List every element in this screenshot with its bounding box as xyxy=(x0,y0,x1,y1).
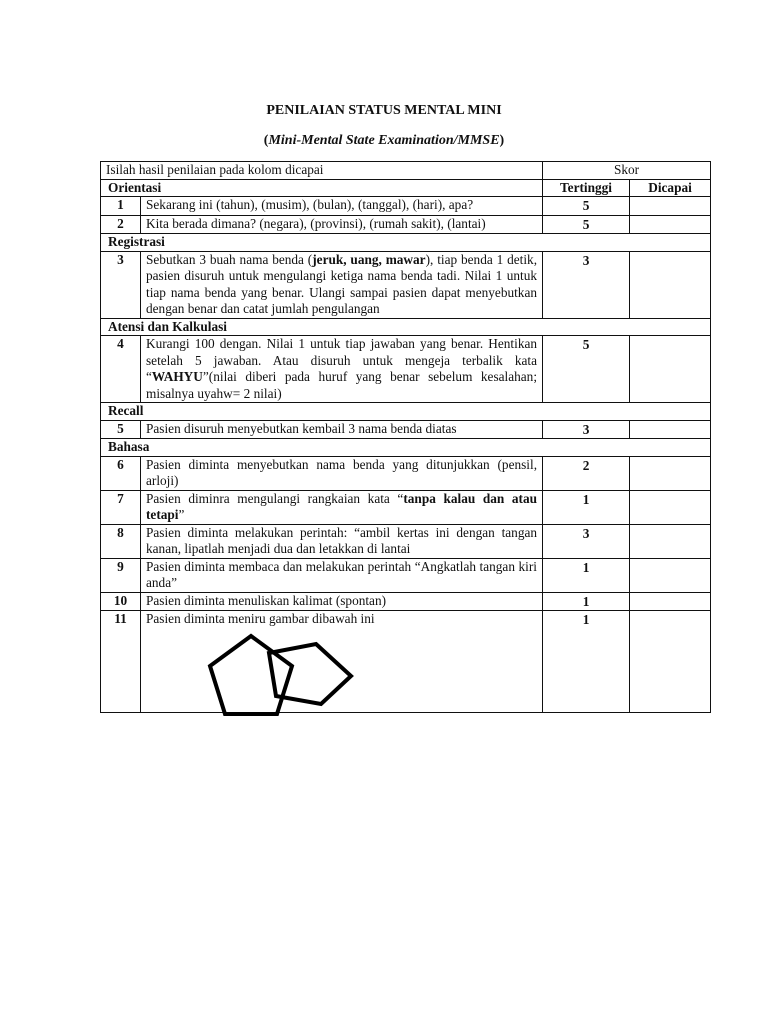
row-achieved-input[interactable] xyxy=(630,558,711,592)
row-achieved-input[interactable] xyxy=(630,592,711,611)
row-number: 4 xyxy=(101,336,141,403)
row-number: 11 xyxy=(101,611,141,713)
document-subtitle: (Mini-Mental State Examination/MMSE) xyxy=(263,133,505,148)
row-achieved-input[interactable] xyxy=(630,251,711,318)
section-row-recall xyxy=(101,403,711,421)
row-number: 6 xyxy=(101,456,141,490)
row-max-score: 5 xyxy=(543,197,630,216)
header-instruction: Isilah hasil penilaian pada kolom dicapai xyxy=(101,162,543,180)
table-row xyxy=(101,336,711,403)
row-description: Kurangi 100 dengan. Nilai 1 untuk tiap jawaban yang benar. Hentikan setelah 5 jawaban. Atau disuruh untuk mengeja terbalik kata “WAHYU”(nilai diberi pada huruf yang benar sebelum kesalahan; misalnya uyahw= 2 nilai) xyxy=(141,336,543,403)
section-registrasi: Registrasi xyxy=(101,234,711,252)
section-atensi: Atensi dan Kalkulasi xyxy=(101,318,711,336)
row-max-score: 1 xyxy=(543,558,630,592)
row-number: 3 xyxy=(101,251,141,318)
section-bahasa: Bahasa xyxy=(101,439,711,457)
table-row xyxy=(101,456,711,490)
row-number: 10 xyxy=(101,592,141,611)
row-achieved-input[interactable] xyxy=(630,215,711,234)
col-header-achieved: Dicapai xyxy=(630,179,711,197)
row-description: Sebutkan 3 buah nama benda (jeruk, uang, mawar), tiap benda 1 detik, pasien disuruh untuk mengulangi ketiga nama benda tadi. Nilai 1 untuk tiap nama benda yang benar. Ulangi sampai pasien dapat menyebutkan dengan benar dan catat jumlah pengulangan xyxy=(141,251,543,318)
row-description: Pasien diminta menuliskan kalimat (spontan) xyxy=(141,592,543,611)
row-description xyxy=(141,611,543,713)
section-row-registrasi xyxy=(101,234,711,252)
row-max-score: 3 xyxy=(543,251,630,318)
row-achieved-input[interactable] xyxy=(630,420,711,439)
row-achieved-input[interactable] xyxy=(630,490,711,524)
row-max-score: 1 xyxy=(543,611,630,713)
row-max-score: 2 xyxy=(543,456,630,490)
section-row-orientasi xyxy=(101,179,711,197)
table-row xyxy=(101,611,711,713)
row-number: 9 xyxy=(101,558,141,592)
row-achieved-input[interactable] xyxy=(630,524,711,558)
section-row-atensi xyxy=(101,318,711,336)
section-row-bahasa xyxy=(101,439,711,457)
row-max-score: 3 xyxy=(543,524,630,558)
pentagon-right xyxy=(269,644,351,704)
row-description: Pasien diminta membaca dan melakukan perintah “Angkatlah tangan kiri anda” xyxy=(141,558,543,592)
row-max-score: 5 xyxy=(543,336,630,403)
table-row xyxy=(101,215,711,234)
table-row xyxy=(101,197,711,216)
row-achieved-input[interactable] xyxy=(630,336,711,403)
subtitle-italic: Mini-Mental State Examination/MMSE xyxy=(268,133,500,148)
row-achieved-input[interactable] xyxy=(630,611,711,713)
row-number: 1 xyxy=(101,197,141,216)
row-number: 2 xyxy=(101,215,141,234)
row-max-score: 1 xyxy=(543,490,630,524)
pentagon-left xyxy=(210,636,292,714)
section-orientasi: Orientasi xyxy=(101,179,543,197)
table-row xyxy=(101,490,711,524)
row-number: 5 xyxy=(101,420,141,439)
section-recall: Recall xyxy=(101,403,711,421)
row-description: Pasien diminra mengulangi rangkaian kata “tanpa kalau dan atau tetapi” xyxy=(141,490,543,524)
header-row xyxy=(101,162,711,180)
document-title: PENILAIAN STATUS MENTAL MINI xyxy=(266,103,502,118)
table-row xyxy=(101,592,711,611)
row-description: Kita berada dimana? (negara), (provinsi), (rumah sakit), (lantai) xyxy=(141,215,543,234)
row-description: Pasien disuruh menyebutkan kembail 3 nama benda diatas xyxy=(141,420,543,439)
row-number: 8 xyxy=(101,524,141,558)
row-max-score: 1 xyxy=(543,592,630,611)
table-row xyxy=(101,251,711,318)
overlapping-pentagons-figure xyxy=(201,631,361,727)
header-score: Skor xyxy=(543,162,711,180)
table-row xyxy=(101,524,711,558)
row-description-text: Pasien diminta meniru gambar dibawah ini xyxy=(146,611,375,626)
mmse-table xyxy=(100,161,711,713)
row-achieved-input[interactable] xyxy=(630,197,711,216)
row-achieved-input[interactable] xyxy=(630,456,711,490)
row-description: Pasien diminta menyebutkan nama benda yang ditunjukkan (pensil, arloji) xyxy=(141,456,543,490)
row-max-score: 3 xyxy=(543,420,630,439)
row-max-score: 5 xyxy=(543,215,630,234)
row-description: Pasien diminta melakukan perintah: “ambil kertas ini dengan tangan kanan, lipatlah menjadi dua dan letakkan di lantai xyxy=(141,524,543,558)
row-description: Sekarang ini (tahun), (musim), (bulan), (tanggal), (hari), apa? xyxy=(141,197,543,216)
table-row xyxy=(101,420,711,439)
col-header-max: Tertinggi xyxy=(543,179,630,197)
row-number: 7 xyxy=(101,490,141,524)
table-row xyxy=(101,558,711,592)
